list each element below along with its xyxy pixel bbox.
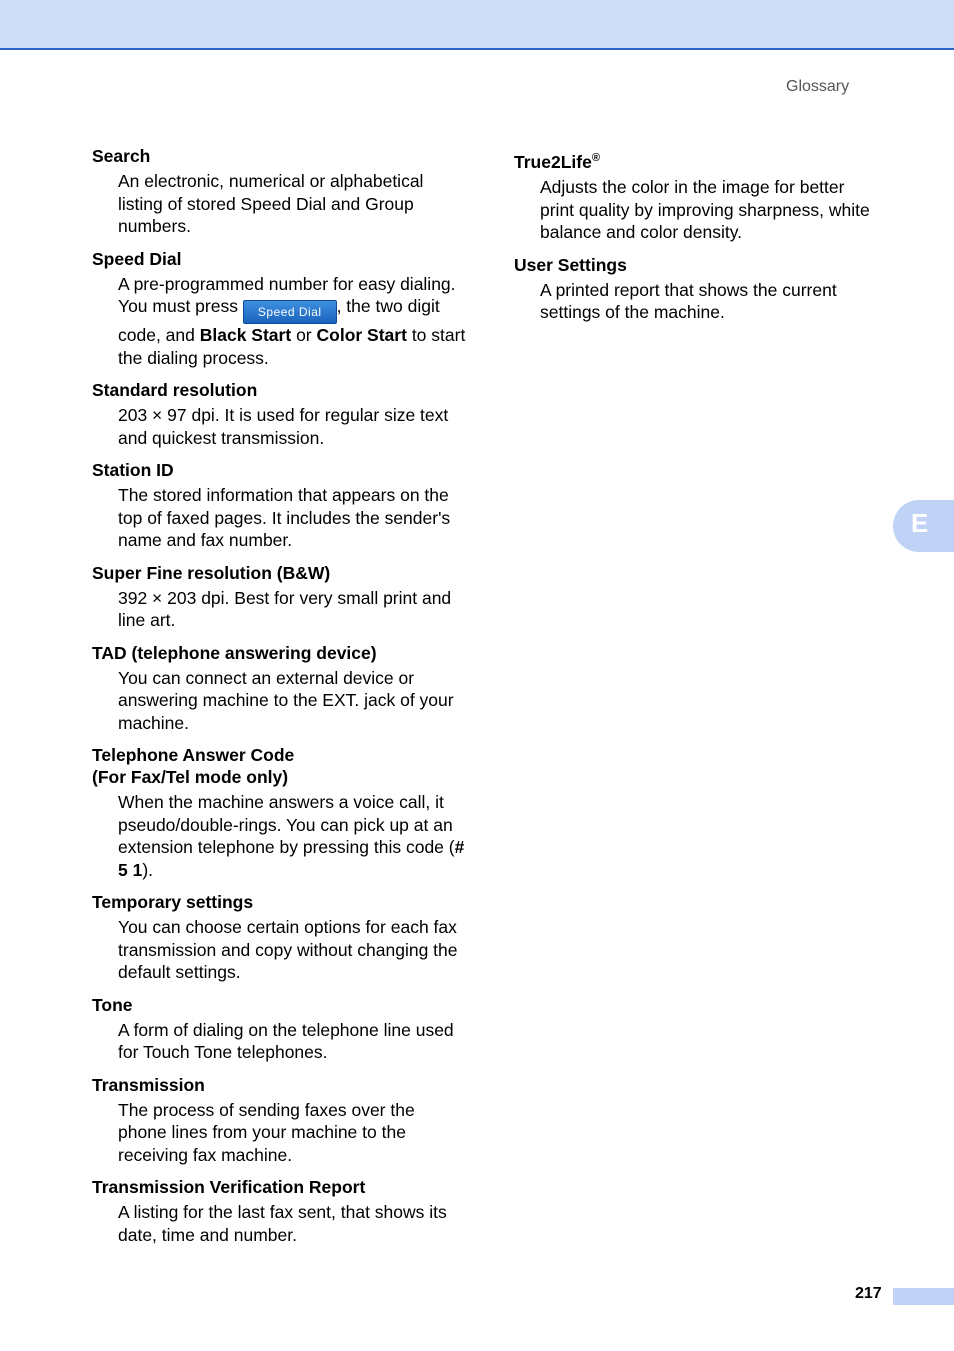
glossary-entry <box>92 459 467 552</box>
definition-text: A pre-programmed number for easy dialing. You must press <box>118 273 456 316</box>
chapter-letter: E <box>911 508 929 538</box>
running-head: Glossary <box>786 78 850 95</box>
glossary-definition: A listing for the last fax sent, that shows its date, time and number. <box>118 1202 447 1245</box>
glossary-term-text: True2Life <box>514 152 592 172</box>
glossary-entry <box>92 562 467 632</box>
glossary-term: Transmission Verification Report <box>92 1177 366 1197</box>
glossary-definition: A form of dialing on the telephone line used for Touch Tone telephones. <box>118 1019 454 1062</box>
definition-text: When the machine answers a voice call, it pseudo/double-rings. You can pick up at an extension telephone by pressing this code ( <box>118 792 455 857</box>
glossary-entry <box>92 145 467 238</box>
chapter-tab <box>893 500 954 552</box>
glossary-definition: You can choose certain options for each fax transmission and copy without changing the default settings. <box>118 917 458 982</box>
glossary-term: Search <box>92 146 151 166</box>
glossary-entry <box>92 248 467 370</box>
page-number-bar <box>893 1288 954 1305</box>
glossary-term: Tone <box>92 994 133 1015</box>
glossary-right-column <box>514 147 874 334</box>
glossary-left-column <box>92 145 467 1256</box>
glossary-entry <box>92 642 467 735</box>
glossary-definition: 392 × 203 dpi. Best for very small print and line art. <box>118 587 452 630</box>
glossary-term: TAD (telephone answering device) <box>92 642 377 663</box>
glossary-term: Transmission <box>92 1074 205 1095</box>
page-number: 217 <box>855 1285 882 1302</box>
glossary-entry <box>92 1074 467 1167</box>
glossary-definition: The stored information that appears on the top of faxed pages. It includes the sender's name and fax number. <box>118 485 451 550</box>
glossary-definition: A printed report that shows the current settings of the machine. <box>540 279 837 322</box>
glossary-term-subtitle: (For Fax/Tel mode only) <box>92 767 289 787</box>
glossary-definition <box>118 273 467 370</box>
definition-text: ). <box>142 859 154 880</box>
registered-mark: ® <box>591 152 600 164</box>
glossary-term: Standard resolution <box>92 380 258 400</box>
glossary-entry <box>92 379 467 449</box>
glossary-definition: The process of sending faxes over the phone lines from your machine to the receiving fax machine. <box>118 1099 415 1165</box>
definition-bold-text: Black Start <box>199 325 292 345</box>
glossary-entry <box>92 891 467 984</box>
glossary-definition: An electronic, numerical or alphabetical listing of stored Speed Dial and Group numbers. <box>118 171 424 236</box>
glossary-definition: Adjusts the color in the image for better print quality by improving sharpness, white balance and color density. <box>540 177 870 242</box>
glossary-term: Temporary settings <box>92 892 254 912</box>
glossary-entry <box>92 1176 467 1246</box>
glossary-definition: You can connect an external device or answering machine to the EXT. jack of your machine. <box>118 667 454 733</box>
definition-text: to start the dialing process. <box>118 325 466 368</box>
definition-text: , the two digit code, and <box>118 296 440 345</box>
speed-dial-button-image: Speed Dial <box>243 300 337 324</box>
glossary-term: Station ID <box>92 460 174 480</box>
top-band <box>0 0 954 50</box>
glossary-term: User Settings <box>514 254 627 275</box>
glossary-term <box>514 147 874 173</box>
definition-text: or <box>296 325 312 345</box>
glossary-term: Telephone Answer Code <box>92 745 295 765</box>
glossary-entry <box>92 744 467 881</box>
glossary-entry <box>514 147 874 244</box>
glossary-entry <box>92 994 467 1064</box>
definition-bold-text: Color Start <box>316 325 407 345</box>
glossary-definition <box>118 791 467 881</box>
glossary-term: Super Fine resolution (B&W) <box>92 562 331 583</box>
glossary-definition: 203 × 97 dpi. It is used for regular size text and quickest transmission. <box>118 405 449 448</box>
definition-bold-text: # 5 1 <box>118 837 465 880</box>
glossary-term: Speed Dial <box>92 248 182 269</box>
glossary-entry <box>514 254 874 324</box>
